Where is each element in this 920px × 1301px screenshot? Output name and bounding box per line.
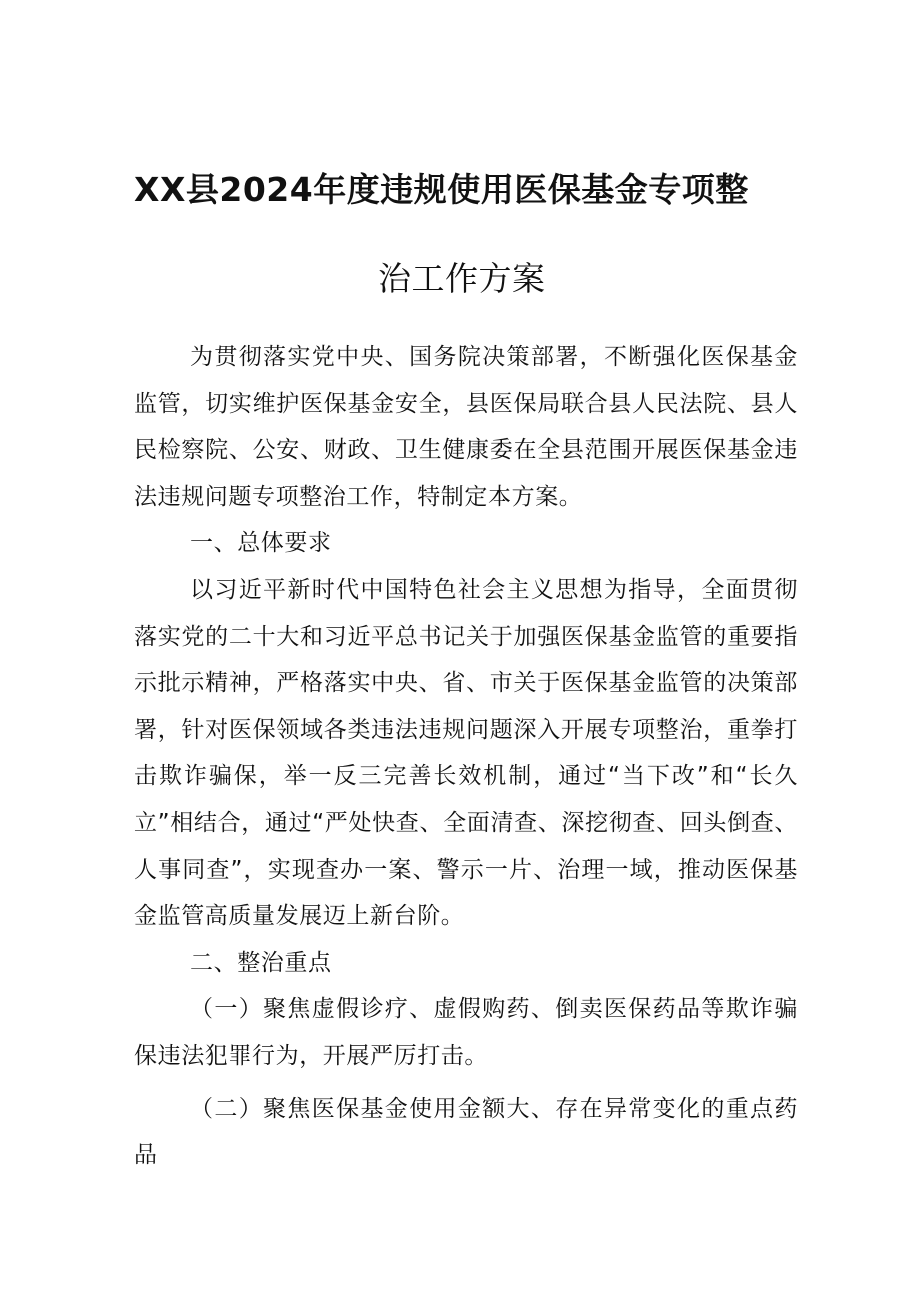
document-title-line-2: 治工作方案: [378, 259, 546, 298]
intro-paragraph: 为贯彻落实党中央、国务院决策部署，不断强化医保基金监管，切实维护医保基金安全，县医保局联合县人民法院、县人民检察院、公安、财政、卫生健康委在全县范围开展医保基金违法违规问题专项整治工作，特制定本方案。: [134, 344, 798, 510]
general-requirements-paragraph: 以习近平新时代中国特色社会主义思想为指导，全面贯彻落实党的二十大和习近平总书记关于加强医保基金监管的重要指示批示精神，严格落实中央、省、市关于医保基金监管的决策部署，针对医保领域各类违法违规问题深入开展专项整治，重拳打击欺诈骗保，举一反三完善长效机制，通过“当下改”和“长久立”相结合，通过“严处快查、全面清查、深挖彻查、回头倒查、人事同查”，实现查办一案、警示一片、治理一域，推动医保基金监管高质量发展迈上新台阶。: [134, 576, 798, 930]
focus-item-2: （二）聚焦医保基金使用金额大、存在异常变化的重点药品: [134, 1095, 798, 1169]
section-heading-general-requirements: 一、总体要求: [190, 530, 332, 557]
focus-item-1: （一）聚焦虚假诊疗、虚假购药、倒卖医保药品等欺诈骗保违法犯罪行为，开展严厉打击。: [134, 996, 798, 1069]
section-heading-key-focus: 二、整治重点: [190, 949, 332, 976]
document-body: [134, 334, 798, 1179]
document-title-line-1: XX县2024年度违规使用医保基金专项整: [134, 170, 749, 209]
